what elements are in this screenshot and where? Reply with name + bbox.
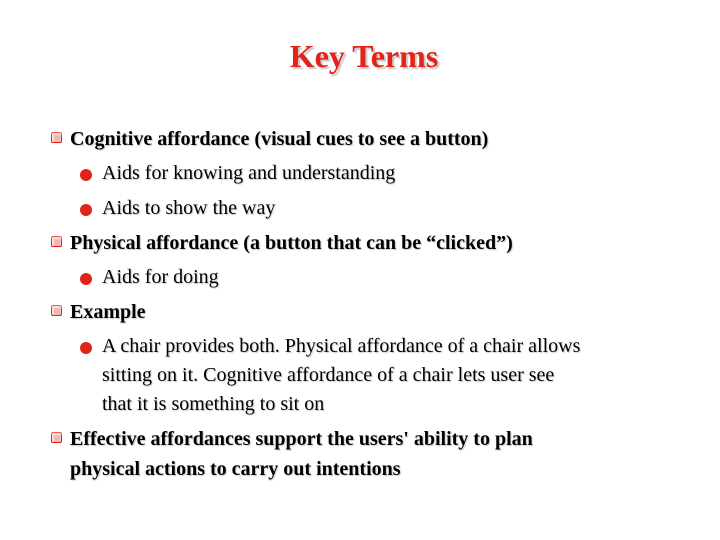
sub-item-doing [102, 263, 219, 292]
square-bullet-icon [51, 305, 62, 316]
item-text: Example [70, 301, 146, 323]
square-bullet-icon [51, 432, 62, 443]
square-bullet-icon [51, 132, 62, 143]
sub-item-chair-example [102, 332, 580, 419]
bullet-item-cognitive-affordance [70, 124, 488, 154]
item-text: Cognitive affordance (visual cues to see a button) [70, 128, 489, 150]
bullet-item-example [70, 297, 146, 327]
sub-item-text: Aids for doing [102, 266, 219, 288]
item-text-line-1: Effective affordances support the users' ability to plan [70, 428, 533, 450]
dot-bullet-icon [80, 273, 92, 285]
sub-item-text: Aids to show the way [102, 197, 276, 219]
item-text-line-2: physical actions to carry out intentions [70, 458, 401, 480]
sub-item-text-line-3: that it is something to sit on [102, 393, 325, 415]
square-bullet-icon [51, 236, 62, 247]
dot-bullet-icon [80, 169, 92, 181]
sub-item-show-way [102, 194, 275, 223]
sub-item-text-line-2: sitting on it. Cognitive affordance of a chair lets user see [102, 364, 555, 386]
bullet-item-physical-affordance [70, 228, 513, 258]
slide-title: Key Terms [289, 38, 439, 74]
sub-item-knowing [102, 159, 395, 188]
dot-bullet-icon [80, 204, 92, 216]
sub-item-text-line-1: A chair provides both. Physical affordance of a chair allows [102, 335, 581, 357]
bullet-item-effective-affordances [70, 424, 533, 484]
dot-bullet-icon [80, 342, 92, 354]
item-text: Physical affordance (a button that can be “clicked”) [70, 232, 513, 254]
sub-item-text: Aids for knowing and understanding [102, 162, 396, 184]
